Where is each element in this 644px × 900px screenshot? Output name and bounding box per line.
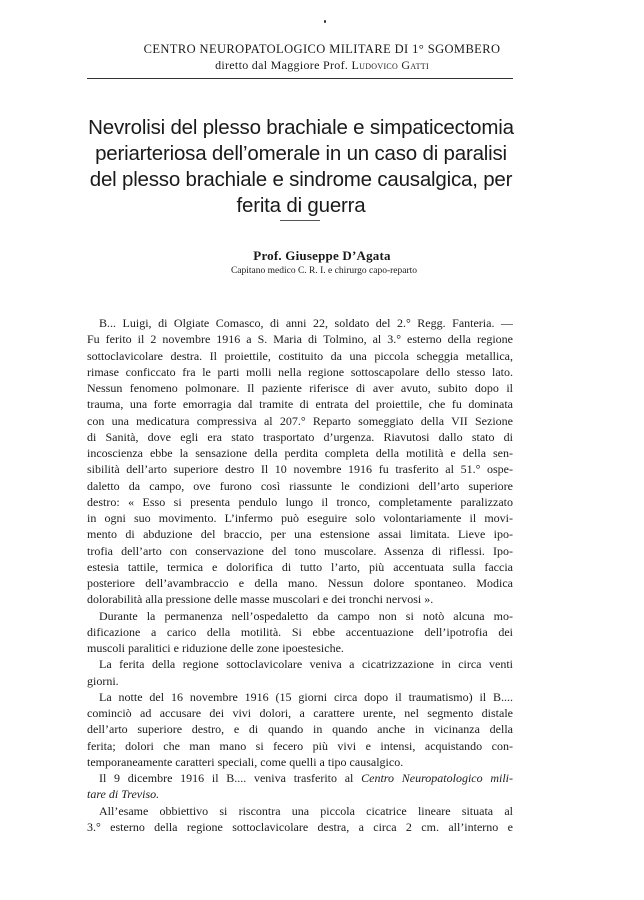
institution-line: CENTRO NEUROPATOLOGICO MILITARE DI 1° SGOMBERO: [143, 42, 501, 56]
italic-place: tare di Treviso.: [87, 787, 160, 802]
title-line: ferita di guerra: [236, 194, 366, 217]
body-line: ferita; dolori che man mano si fecero più vivi e intensi, acquistando con-: [87, 738, 513, 753]
body-line: sottoclavicolare destra. Il proiettile, costituito da una piccola scheggia metallica,: [87, 348, 513, 363]
body-line: B... Luigi, di Olgiate Comasco, di anni 22, soldato del 2.° Regg. Fanteria. —: [99, 316, 513, 330]
body-line: 3.° esterno della regione sottoclavicolare destra, a circa 2 cm. all’interno e: [87, 819, 513, 834]
body-line: All’esame obbiettivo si riscontra una piccola cicatrice lineare situata al: [99, 803, 513, 818]
body-line: La ferita della regione sottoclavicolare veniva a cicatrizzazione in circa venti: [99, 657, 513, 672]
body-line: [87, 786, 513, 802]
print-speck: [324, 20, 326, 23]
body-line: rimase conficcato fra le parti molli nella regione sottoscapolare dello stesso lato.: [87, 364, 513, 379]
body-line: [87, 770, 513, 786]
title-line: Nevrolisi del plesso brachiale e simpaticectomia: [88, 116, 514, 139]
body-line: cominciò ad accusare dei vivi dolori, a carattere urente, nel segmento distale: [87, 706, 513, 720]
body-line: posteriore dell’avambraccio e della mano. Nessun dolore spontaneo. Modica: [87, 576, 513, 590]
author-name: Prof. Giuseppe D’Agata: [253, 248, 391, 263]
body-line-text: Il 9 dicembre 1916 il B.... veniva trasferito al: [99, 771, 354, 785]
body-line: La notte del 16 novembre 1916 (15 giorni circa dopo il traumatismo) il B....: [99, 689, 513, 704]
title-line: periarteriosa dell’omerale in un caso di paralisi: [95, 142, 507, 165]
body-line: dolorabilità alla pressione delle masse muscolari e dei tronchi nervosi ».: [87, 592, 434, 607]
header-rule: [87, 78, 513, 79]
author-affiliation: Capitano medico C. R. I. e chirurgo capo-reparto: [230, 266, 418, 276]
body-line: incoscienza ebbe la sensazione della perdita completa della motilità e della sen-: [87, 446, 513, 460]
body-line: dificazione a carico della motilità. Si ebbe accentuazione dell’ipotrofia dei: [87, 624, 513, 639]
director-prefix: diretto dal Maggiore Prof.: [215, 58, 349, 72]
body-line: daletto da campo, ove furono così riassunte le condizioni dell’arto superiore: [87, 478, 513, 493]
body-line: trauma, una forte emorragia dal tramite di entrata del proiettile, che fu dominata: [87, 397, 513, 412]
body-line: muscoli paralitici e riduzione delle zone ipoestesiche.: [87, 641, 344, 655]
italic-place: Centro Neuropatologico mili-: [361, 771, 513, 785]
director-name: Ludovico Gatti: [351, 58, 429, 72]
body-line: trofia dell’arto con conservazione del tono muscolare. Assenza di riflessi. Ipo-: [87, 543, 513, 558]
article-body: [87, 315, 513, 835]
body-line: mento di abduzione del braccio, per una estensione assai limitata. Lieve ipo-: [87, 527, 513, 542]
body-line: sibilità dell’arto superiore destro Il 10 novembre 1916 fu trasferito al 51.° ospe-: [87, 462, 513, 477]
body-line: Nessun fenomeno polmonare. Il paziente riferisce di aver avuto, subito dopo il: [87, 381, 513, 395]
body-line: di Sanità, dove egli era stato trasportato d’urgenza. Riavutosi dallo stato di: [87, 429, 513, 444]
article-title: [78, 115, 524, 219]
body-line: giorni.: [87, 673, 119, 688]
director-line: [0, 58, 644, 73]
title-line: del plesso brachiale e sindrome causalgica, per: [89, 168, 513, 191]
body-line: destro: « Esso si presenta pendulo lungo il tronco, completamente paralizzato: [87, 494, 513, 509]
body-line: estesia tattile, termica e dolorifica di tutto l’arto, più accentuata sulla faccia: [87, 559, 513, 574]
body-line: temporaneamente caratteri speciali, come quelli a tipo causalgico.: [87, 754, 404, 769]
body-line: in ogni suo movimento. L’infermo può eseguire solo volontariamente il movi-: [87, 511, 513, 525]
body-line: dell’arto superiore destro, e di quando in quando anche in vicinanza della: [87, 722, 513, 737]
body-line: Fu ferito il 2 novembre 1916 a S. Maria di Tolmino, al 3.° esterno della regione: [87, 332, 513, 347]
body-line: con una medicatura compressiva al 207.° Reparto someggiato della VII Sezione: [87, 413, 513, 428]
body-line: Durante la permanenza nell’ospedaletto da campo non si notò alcuna mo-: [99, 608, 513, 623]
title-divider: [280, 220, 320, 221]
